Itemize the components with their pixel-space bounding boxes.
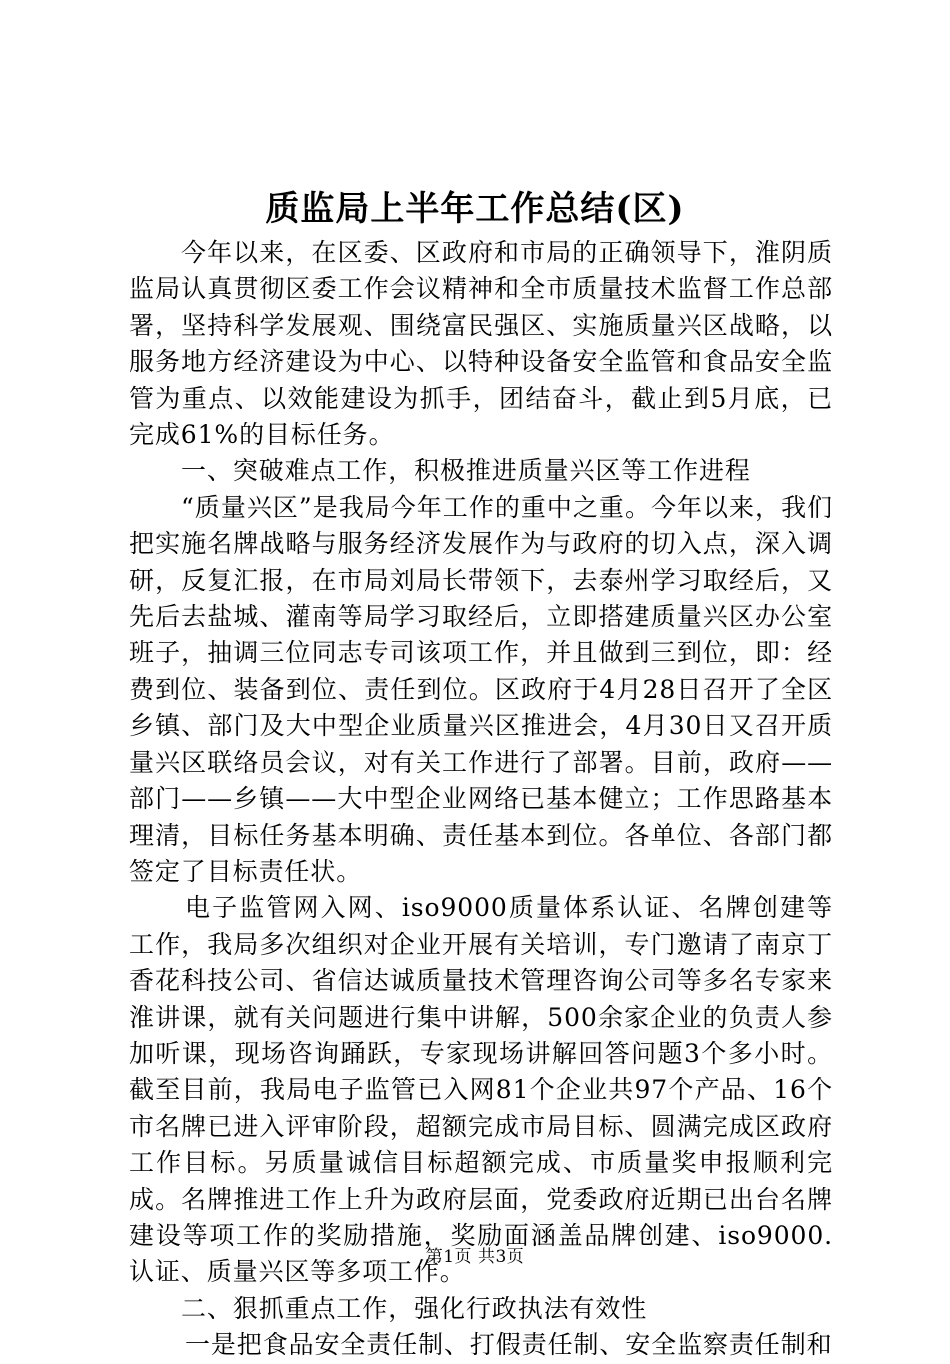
page-footer: 第1页 共3页 [425, 1247, 525, 1267]
section-heading-2: 二、狠抓重点工作，强化行政执法有效性 [181, 1293, 648, 1323]
document-body [129, 235, 833, 1364]
body-paragraph-responsibility: 一是把食品安全责任制、打假责任制、安全监察责任制和 [185, 1330, 833, 1360]
intro-paragraph: 今年以来，在区委、区政府和市局的正确领导下，淮阴质监局认真贯彻区委工作会议精神和全市质量技术监督工作总部署，坚持科学发展观、围绕富民强区、实施质量兴区战略，以服务地方经济建设为中心、以特种设备安全监管和食品安全监管为重点、以效能建设为抓手，团结奋斗，截止到5月底，已完成61%的目标任务。 [129, 238, 833, 450]
section-heading-1: 一、突破难点工作，积极推进质量兴区等工作进程 [181, 456, 751, 486]
body-paragraph-quality: “质量兴区”是我局今年工作的重中之重。今年以来，我们把实施名牌战略与服务经济发展作为与政府的切入点，深入调研，反复汇报，在市局刘局长带领下，去泰州学习取经后，又先后去盐城、灌南等局学习取经后，立即搭建质量兴区办公室班子，抽调三位同志专司该项工作，并且做到三到位，即：经费到位、装备到位、责任到位。区政府于4月28日召开了全区乡镇、部门及大中型企业质量兴区推进会，4月30日又召开质量兴区联络员会议，对有关工作进行了部署。目前，政府——部门——乡镇——大中型企业网络已基本健立；工作思路基本理清，目标任务基本明确、责任基本到位。各单位、各部门都签定了目标责任状。 [129, 492, 833, 886]
document-title: 质监局上半年工作总结(区) [265, 189, 685, 229]
body-paragraph-training: 电子监管网入网、iso9000质量体系认证、名牌创建等工作，我局多次组织对企业开展有关培训，专门邀请了南京丁香花科技公司、省信达诚质量技术管理咨询公司等多名专家来淮讲课，就有关问题进行集中讲解，500余家企业的负责人参加听课，现场咨询踊跃，专家现场讲解回答问题3个多小时。截至目前，我局电子监管已入网81个企业共97个产品、16个市名牌已进入评审阶段，超额完成市局目标、圆满完成区政府工作目标。另质量诚信目标超额完成、市质量奖申报顺利完成。名牌推进工作上升为政府层面，党委政府近期已出台名牌建设等项工作的奖励措施，奖励面涵盖品牌创建、iso9000.认证、质量兴区等多项工作。 [129, 893, 833, 1287]
